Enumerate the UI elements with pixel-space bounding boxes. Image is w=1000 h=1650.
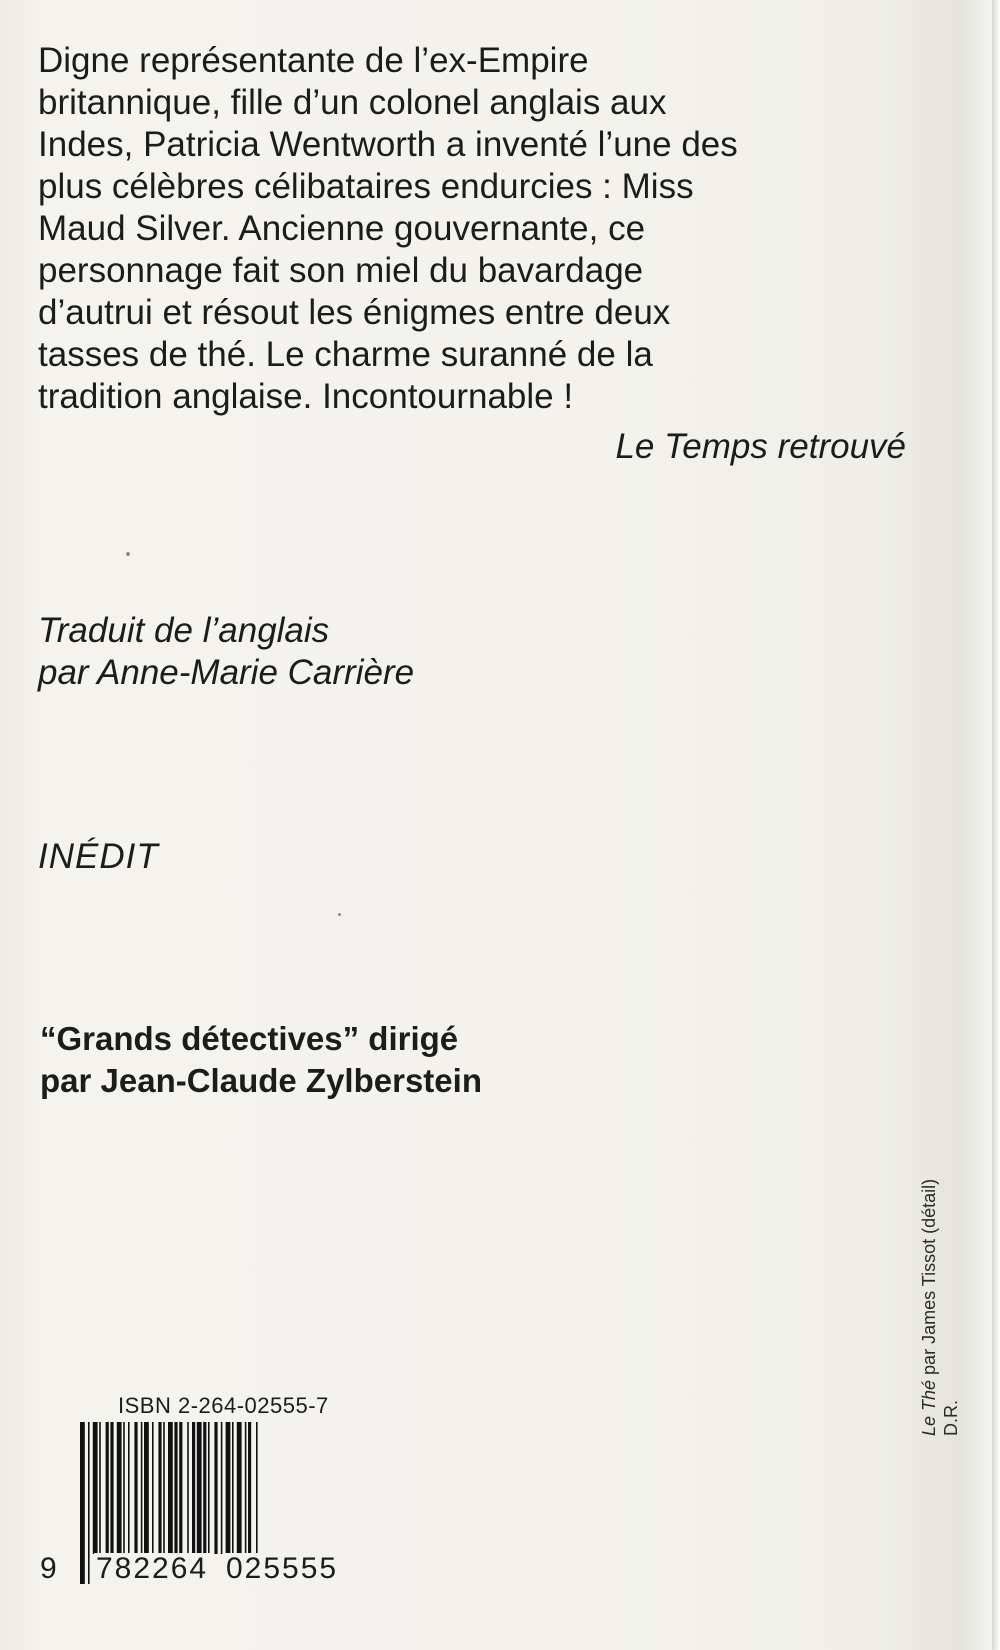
blurb-line: plus célèbres célibataires endurcies : Miss xyxy=(38,167,694,206)
cover-image-credit xyxy=(918,1076,962,1436)
barcode-bar xyxy=(110,1422,113,1554)
collection-credit xyxy=(40,1018,482,1102)
blurb-line: personnage fait son miel du bavardage xyxy=(38,251,644,290)
barcode-left-digits: 782264 xyxy=(96,1552,209,1585)
barcode-bar xyxy=(80,1422,85,1584)
barcode-bar xyxy=(117,1422,122,1554)
barcode-bar xyxy=(93,1422,98,1554)
barcode-bar xyxy=(158,1422,161,1554)
translator-credit xyxy=(38,610,414,694)
barcode-bar xyxy=(214,1422,217,1554)
blurb-line: tradition anglaise. Incontournable ! xyxy=(38,377,574,416)
credit-line xyxy=(918,1076,940,1436)
blurb-line: britannique, fille d’un colonel anglais aux xyxy=(38,83,667,122)
barcode-right-digits: 025555 xyxy=(226,1552,339,1585)
barcode-bar xyxy=(245,1422,247,1554)
barcode-bar xyxy=(237,1422,242,1554)
barcode-bar xyxy=(163,1422,165,1554)
blurb-line: Indes, Patricia Wentworth a inventé l’une des xyxy=(38,125,738,164)
translator-line: Traduit de l’anglais xyxy=(38,611,330,650)
collection-line: “Grands détectives” dirigé xyxy=(40,1020,459,1057)
barcode-bar xyxy=(221,1422,223,1554)
credit-line-rights: D.R. xyxy=(941,1400,961,1436)
barcode-bar xyxy=(106,1422,109,1554)
barcode-bar xyxy=(88,1422,90,1584)
paper-speck xyxy=(338,913,341,916)
barcode-bar xyxy=(128,1422,130,1554)
barcode-bar xyxy=(197,1422,202,1554)
barcode-bar xyxy=(248,1422,251,1554)
page-edge-shadow xyxy=(992,0,1000,1650)
blurb-line: d’autrui et résout les énigmes entre deux xyxy=(38,293,671,332)
translator-line: par Anne-Marie Carrière xyxy=(38,653,415,692)
quote-source: Le Temps retrouvé xyxy=(615,427,906,466)
isbn-label: ISBN 2-264-02555-7 xyxy=(118,1393,329,1418)
blurb-paragraph xyxy=(38,40,918,418)
credit-title: Le Thé xyxy=(919,1379,939,1436)
barcode-bar xyxy=(203,1422,206,1554)
barcode-bar xyxy=(192,1422,195,1554)
barcode-bar xyxy=(141,1422,143,1554)
barcode-bar xyxy=(232,1422,234,1554)
collection-line: par Jean-Claude Zylberstein xyxy=(40,1062,482,1099)
blurb-line: Digne représentante de l’ex-Empire xyxy=(38,41,589,80)
blurb-line: Maud Silver. Ancienne gouvernante, ce xyxy=(38,209,646,248)
barcode-bar xyxy=(123,1422,125,1554)
barcode-bar xyxy=(134,1422,137,1554)
barcode-bar xyxy=(99,1422,101,1554)
barcode-bar xyxy=(144,1422,149,1554)
paper-speck xyxy=(126,552,130,556)
barcode-bar xyxy=(226,1422,231,1554)
blurb-line: tasses de thé. Le charme suranné de la xyxy=(38,335,653,374)
barcode-bar xyxy=(187,1422,189,1554)
edition-note: INÉDIT xyxy=(38,837,159,876)
credit-rest: par James Tissot (détail) xyxy=(919,1178,939,1380)
barcode-lead-digit: 9 xyxy=(40,1552,57,1585)
barcode-bar xyxy=(152,1422,154,1554)
barcode-bar xyxy=(208,1422,210,1554)
barcode-bar xyxy=(179,1422,182,1554)
